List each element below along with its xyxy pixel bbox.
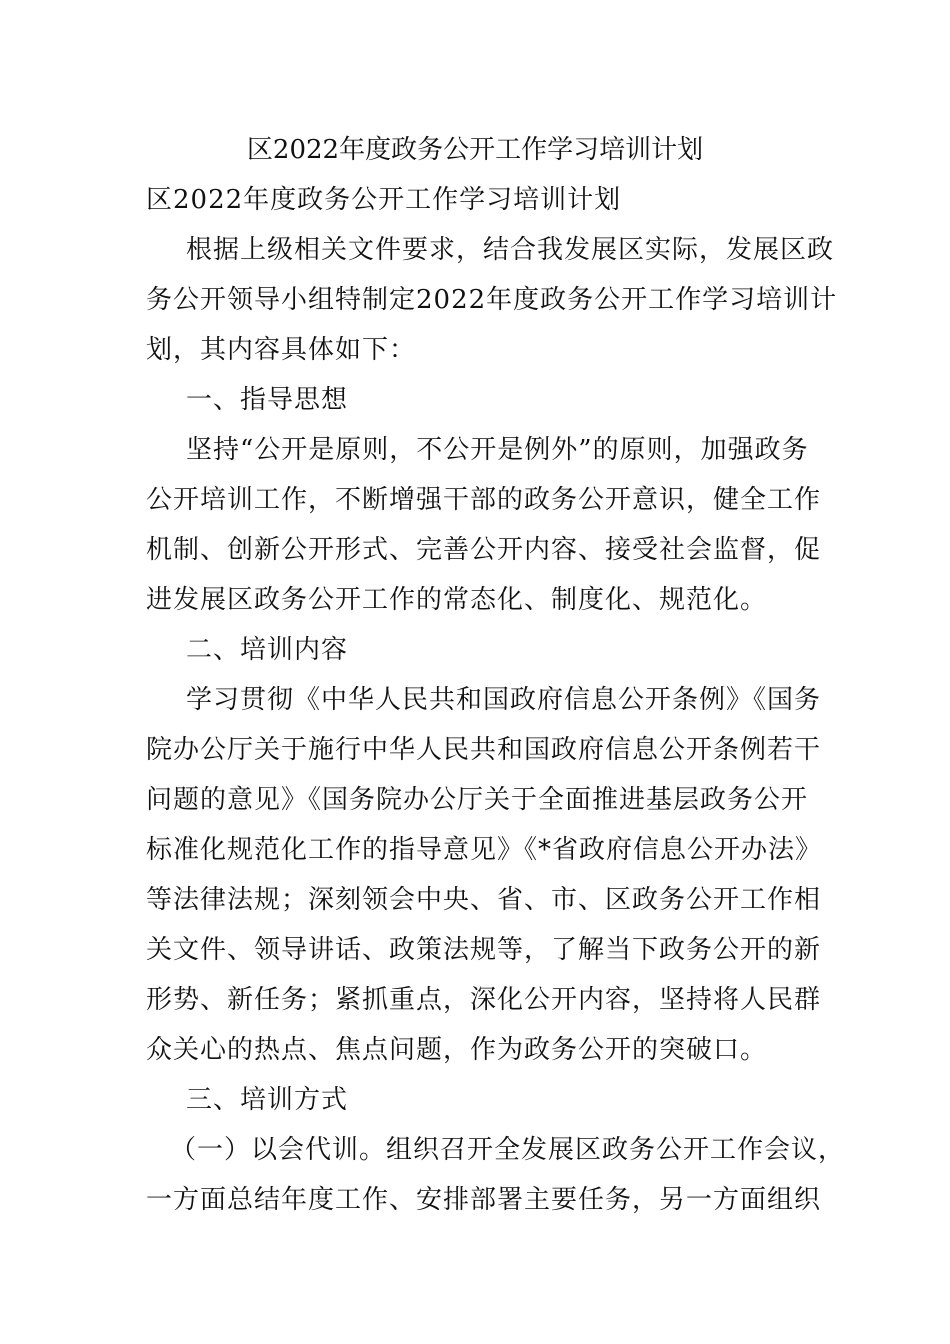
section-heading: 三、培训方式	[186, 1085, 349, 1115]
section-heading: 一、指导思想	[186, 385, 349, 415]
paragraph-line: 一方面总结年度工作、安排部署主要任务，另一方面组织	[146, 1185, 822, 1215]
section-heading: 二、培训内容	[186, 635, 349, 665]
paragraph-line: 形势、新任务；紧抓重点，深化公开内容，坚持将人民群	[146, 985, 822, 1015]
page-title: 区2022年度政务公开工作学习培训计划	[246, 135, 704, 165]
paragraph-line: （一）以会代训。组织召开全发展区政务公开工作会议，	[170, 1135, 846, 1165]
paragraph-line: 学习贯彻《中华人民共和国政府信息公开条例》《国务	[186, 685, 822, 715]
paragraph-line: 等法律法规；深刻领会中央、省、市、区政务公开工作相	[146, 885, 822, 915]
paragraph-line: 问题的意见》《国务院办公厅关于全面推进基层政务公开	[146, 785, 809, 815]
paragraph-line: 关文件、领导讲话、政策法规等，了解当下政务公开的新	[146, 935, 822, 965]
paragraph-line: 根据上级相关文件要求，结合我发展区实际，发展区政	[186, 235, 835, 265]
paragraph-line: 公开培训工作，不断增强干部的政务公开意识，健全工作	[146, 485, 822, 515]
paragraph-line: 众关心的热点、焦点问题，作为政务公开的突破口。	[146, 1035, 768, 1065]
paragraph-line: 进发展区政务公开工作的常态化、制度化、规范化。	[146, 585, 768, 615]
paragraph-line: 坚持“公开是原则，不公开是例外”的原则，加强政务	[186, 435, 809, 465]
paragraph-line: 划，其内容具体如下：	[146, 335, 417, 365]
paragraph-line: 院办公厅关于施行中华人民共和国政府信息公开条例若干	[146, 735, 822, 765]
subtitle-line: 区2022年度政务公开工作学习培训计划	[146, 185, 622, 215]
paragraph-line: 标准化规范化工作的指导意见》《*省政府信息公开办法》	[146, 835, 823, 865]
paragraph-line: 机制、创新公开形式、完善公开内容、接受社会监督，促	[146, 535, 822, 565]
paragraph-line: 务公开领导小组特制定2022年度政务公开工作学习培训计	[146, 285, 838, 315]
